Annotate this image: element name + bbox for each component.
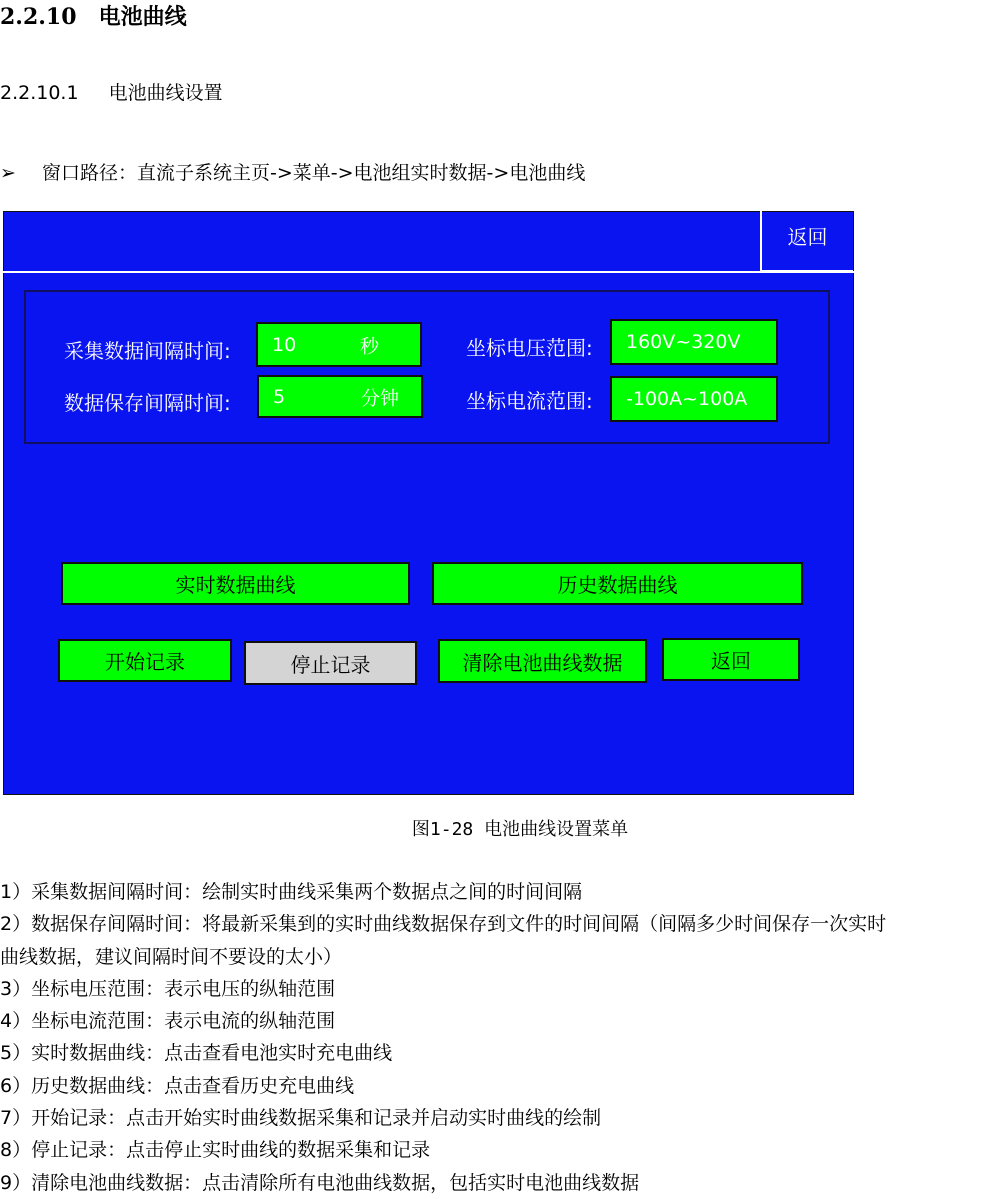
collect-interval-unit: 秒 [360,335,380,357]
window-path [0,158,585,185]
back-button[interactable]: 返回 [662,638,800,681]
subsection-number: 2.2.10.1 [0,82,79,104]
description-list [0,876,1000,1199]
description-item: 8）停止记录：点击停止实时曲线的数据采集和记录 [0,1139,431,1162]
subsection-title: 电池曲线设置 [108,82,223,104]
start-record-button[interactable]: 开始记录 [58,639,232,682]
collect-interval-value: 10 [272,333,297,356]
current-range-field[interactable] [610,376,778,422]
save-interval-field[interactable] [257,375,423,418]
current-range-label: 坐标电流范围: [466,389,593,413]
description-item: 6）历史数据曲线：点击查看历史充电曲线 [0,1074,355,1097]
collect-interval-label: 采集数据间隔时间: [64,339,231,363]
description-item: 2）数据保存间隔时间：将最新采集到的实时曲线数据保存到文件的时间间隔（间隔多少时间保存一次实时 [0,913,887,936]
figure-caption: 图1-28 电池曲线设置菜单 [411,819,629,840]
window-path-text: 窗口路径：直流子系统主页->菜单->电池组实时数据->电池曲线 [42,162,586,184]
description-item: 1）采集数据间隔时间：绘制实时曲线采集两个数据点之间的时间间隔 [0,881,583,903]
description-item: 3）坐标电压范围：表示电压的纵轴范围 [0,977,336,1000]
description-item: 9）清除电池曲线数据：点击清除所有电池曲线数据，包括实时电池曲线数据 [0,1171,640,1194]
description-item: 曲线数据，建议间隔时间不要设的太小） [0,945,343,968]
history-curve-button[interactable]: 历史数据曲线 [432,562,803,605]
description-item: 4）坐标电流范围：表示电流的纵轴范围 [0,1010,336,1033]
realtime-curve-button[interactable]: 实时数据曲线 [61,562,410,605]
save-interval-label: 数据保存间隔时间: [64,391,231,415]
clear-curve-data-button[interactable]: 清除电池曲线数据 [438,639,647,683]
section-heading [0,0,187,31]
voltage-range-label: 坐标电压范围: [466,336,593,360]
top-back-button[interactable]: 返回 [760,211,853,272]
section-number: 2.2.10 [0,4,77,30]
voltage-range-field[interactable] [610,319,778,365]
description-item: 5）实时数据曲线：点击查看电池实时充电曲线 [0,1042,393,1065]
section-title: 电池曲线 [98,4,187,30]
stop-record-button[interactable]: 停止记录 [244,641,417,685]
current-range-value: -100A~100A [626,388,748,410]
save-interval-value: 5 [273,385,286,408]
screen-title-bar [3,211,854,273]
voltage-range-value: 160V~320V [626,331,741,353]
collect-interval-field[interactable] [256,322,422,367]
description-item: 7）开始记录：点击开始实时曲线数据采集和记录并启动实时曲线的绘制 [0,1107,602,1130]
arrow-bullet-icon: ➢ [0,162,16,184]
save-interval-unit: 分钟 [361,387,400,409]
subsection-heading [0,78,223,105]
